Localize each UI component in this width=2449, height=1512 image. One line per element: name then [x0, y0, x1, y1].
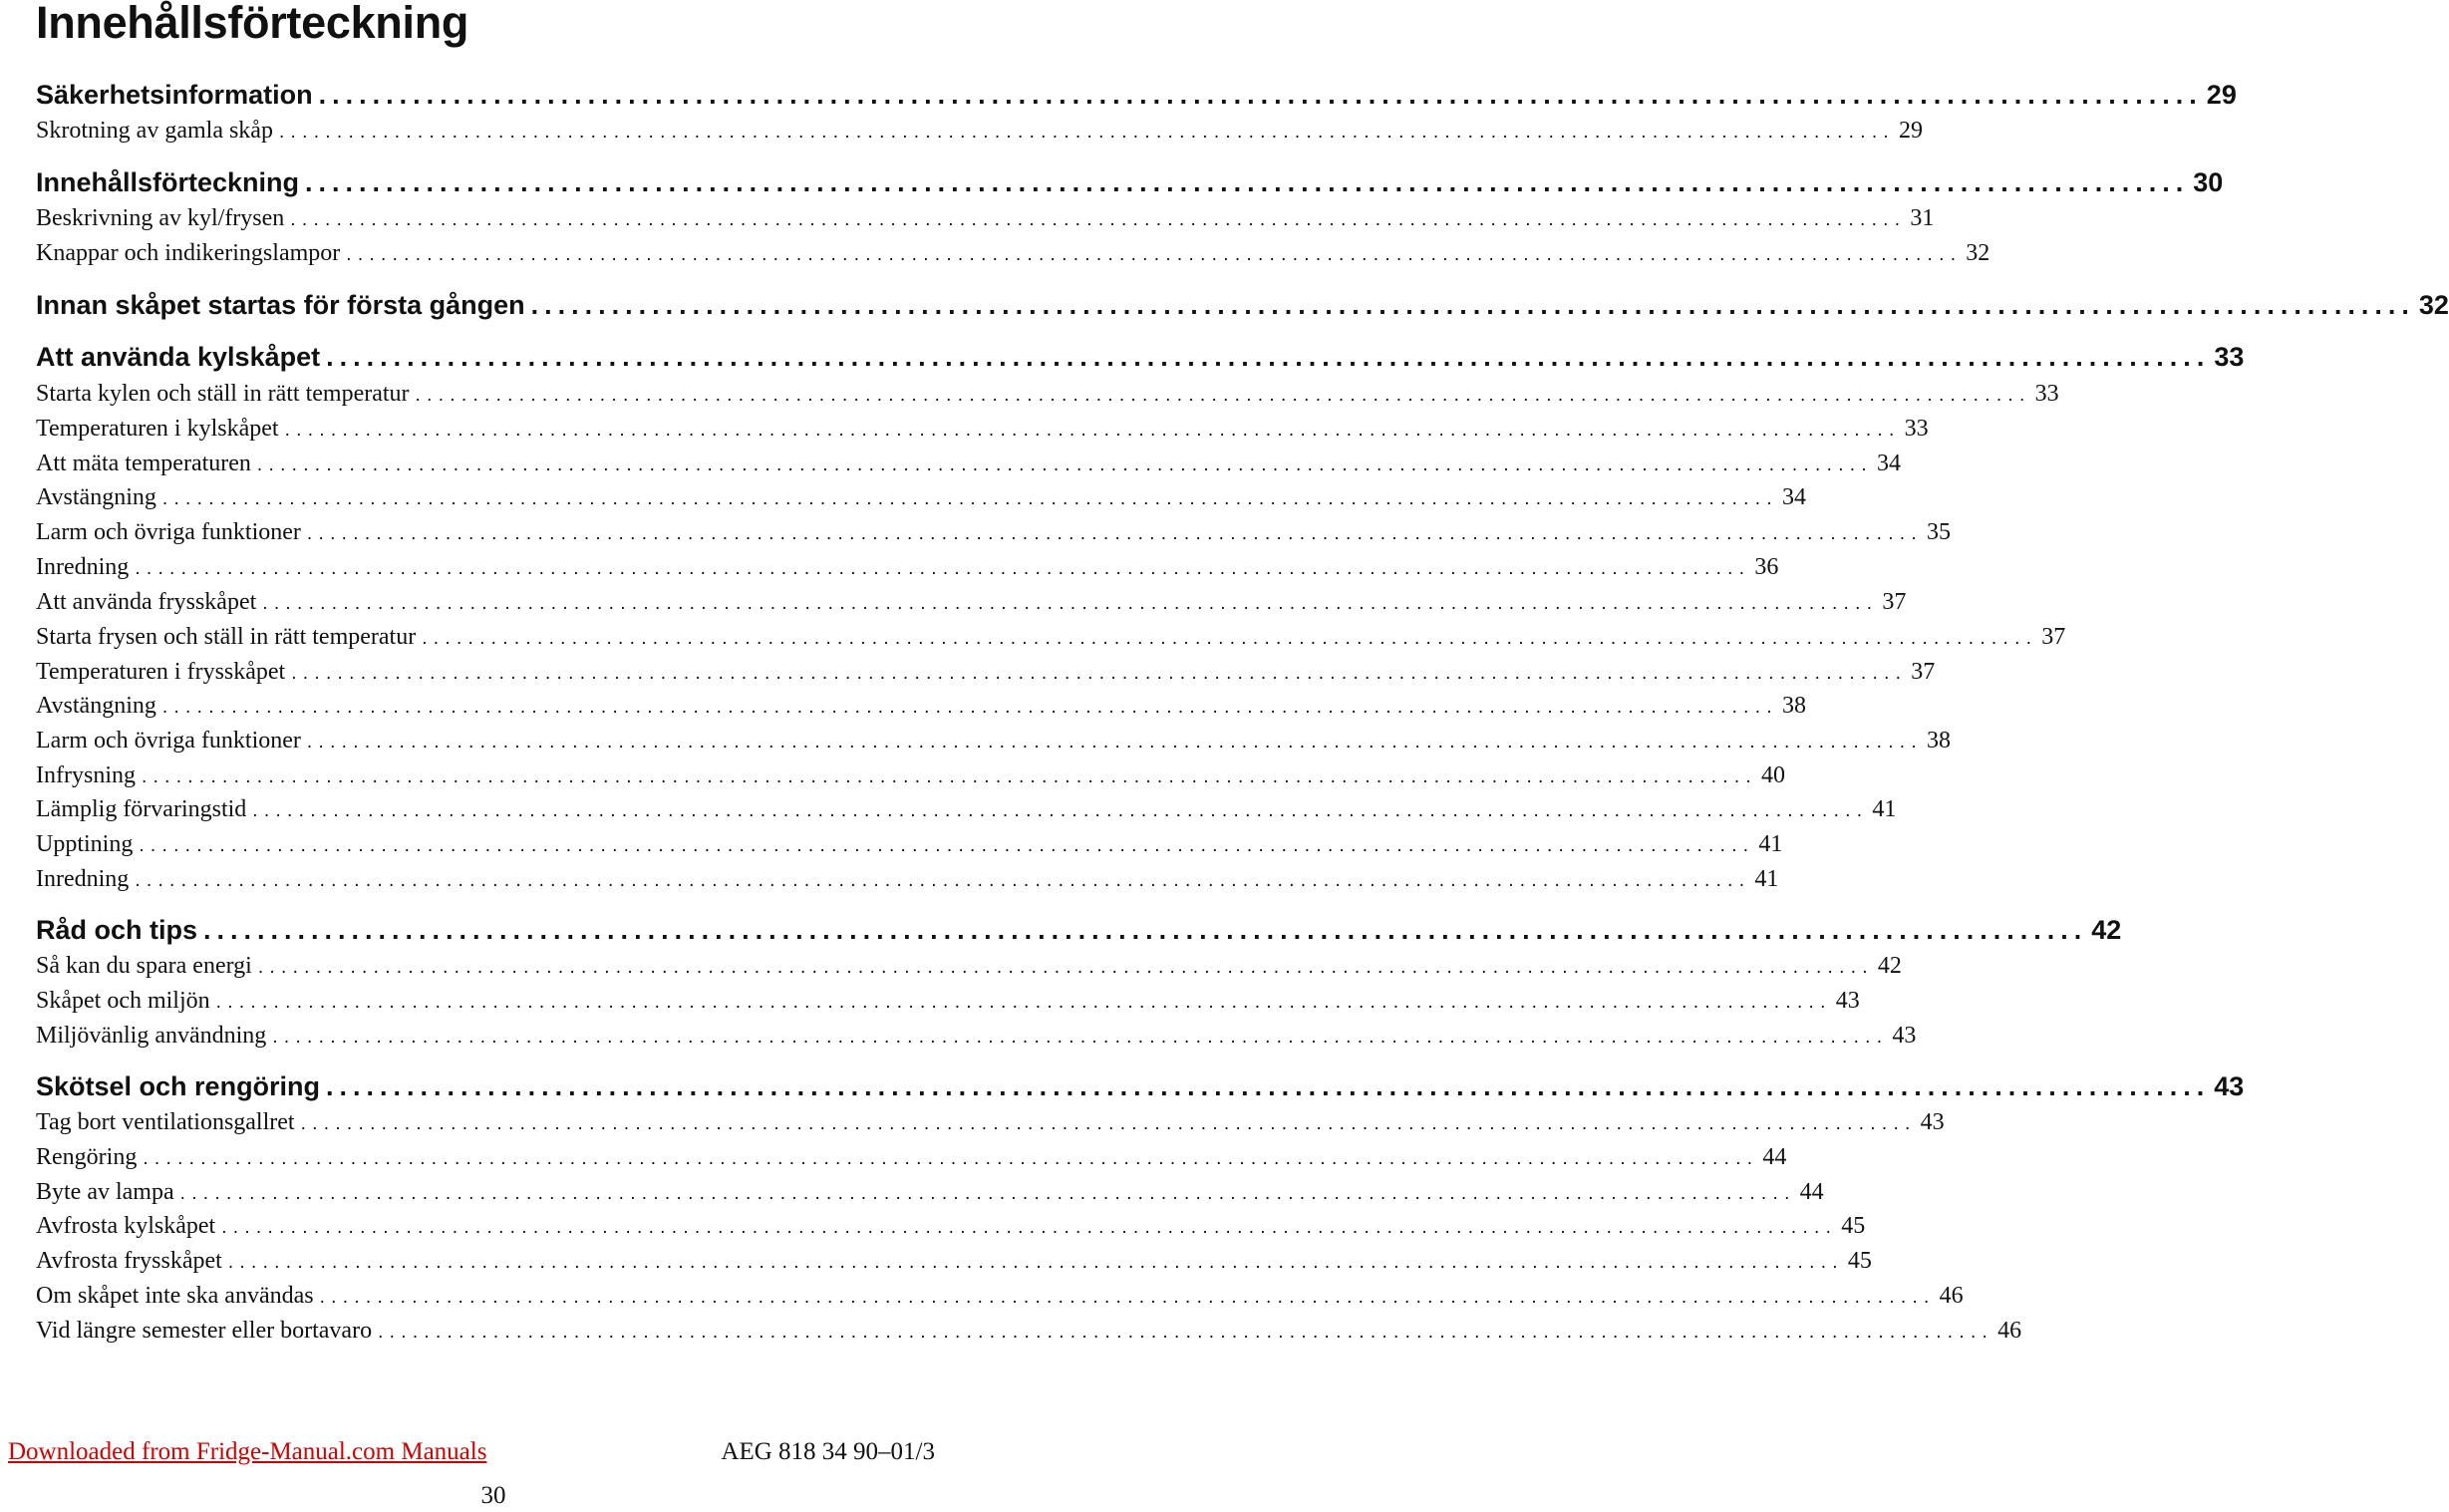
- toc-leader-dots: ............................................................................................................................................: [252, 800, 1869, 821]
- toc-leader-dots: ............................................................................................................................................: [143, 1148, 1759, 1169]
- toc-entry-page: 44: [1762, 1144, 1787, 1170]
- toc-subsection-entry: [36, 622, 2066, 652]
- toc-entry-title: Skåpet och miljön: [36, 988, 210, 1014]
- toc-entry-page: 46: [1997, 1318, 2022, 1344]
- toc-entry-title: Om skåpet inte ska användas: [36, 1283, 314, 1309]
- toc-leader-dots: ............................................................................................................................................: [262, 593, 1879, 614]
- toc-leader-dots: ............................................................................................................................................: [161, 488, 1778, 509]
- toc-entry-title: Skötsel och rengöring: [36, 1071, 321, 1101]
- toc-leader-dots: ............................................................................................................................................: [278, 122, 1896, 143]
- toc-entry-title: Temperaturen i frysskåpet: [36, 659, 286, 685]
- toc-subsection-entry: [36, 552, 1779, 582]
- model-number: AEG 818 34 90–01/3: [721, 1438, 935, 1465]
- toc-entry-title: Byte av lampa: [36, 1179, 174, 1205]
- toc-section-entry: [36, 913, 2122, 947]
- toc-entry-page: 43: [2214, 1071, 2245, 1101]
- toc-entry-title: Upptining: [36, 831, 134, 857]
- toc-subsection-entry: [36, 986, 1860, 1016]
- toc-entry-title: Tag bort ventilationsgallret: [36, 1109, 295, 1135]
- toc-entry-page: 32: [2418, 290, 2449, 320]
- toc-subsection-entry: [36, 379, 2059, 409]
- toc-subsection-entry: [36, 1246, 1872, 1276]
- toc-leader-dots: ............................................................................................................................................: [530, 290, 2415, 320]
- toc-entry-title: Inredning: [36, 554, 130, 580]
- toc-entry-title: Avstängning: [36, 484, 156, 510]
- toc-entry-page: 37: [1882, 589, 1907, 615]
- toc-section-entry: [36, 78, 2237, 112]
- toc-entry-title: Miljövänlig användning: [36, 1023, 267, 1049]
- toc-section-entry: [36, 288, 2449, 322]
- toc-leader-dots: ............................................................................................................................................: [415, 385, 2031, 406]
- toc-leader-dots: ............................................................................................................................................: [346, 244, 1963, 265]
- toc-entry-page: 41: [1872, 796, 1897, 822]
- toc-entry-title: Avfrosta kylskåpet: [36, 1213, 216, 1239]
- toc-entry-title: Larm och övriga funktioner: [36, 728, 301, 754]
- download-source-link[interactable]: Downloaded from Fridge-Manual.com Manuals: [8, 1438, 487, 1465]
- toc-entry-title: Temperaturen i kylskåpet: [36, 416, 279, 442]
- toc-entry-page: 33: [2034, 381, 2059, 407]
- toc-leader-dots: ............................................................................................................................................: [215, 992, 1832, 1013]
- toc-leader-dots: ............................................................................................................................................: [139, 835, 1755, 856]
- toc-subsection-entry: [36, 1107, 1945, 1137]
- toc-entry-page: 40: [1761, 762, 1786, 788]
- toc-section-entry: [36, 1069, 2245, 1103]
- toc-entry-title: Inredning: [36, 866, 130, 892]
- toc-entry-page: 41: [1754, 866, 1779, 892]
- toc-entry-page: 46: [1939, 1283, 1964, 1309]
- toc-entry-title: Beskrivning av kyl/frysen: [36, 205, 285, 231]
- toc-leader-dots: ............................................................................................................................................: [141, 766, 1758, 787]
- toc-subsection-entry: [36, 794, 1897, 824]
- toc-subsection-entry: [36, 1281, 1964, 1311]
- toc-entry-page: 33: [1904, 416, 1929, 442]
- toc-subsection-entry: [36, 691, 1806, 721]
- toc-entry-page: 45: [1841, 1213, 1866, 1239]
- toc-entry-title: Infrysning: [36, 762, 136, 788]
- toc-entry-title: Avfrosta frysskåpet: [36, 1248, 222, 1274]
- toc-leader-dots: ............................................................................................................................................: [326, 1071, 2211, 1101]
- toc-entry-page: 34: [1781, 484, 1806, 510]
- toc-entry-title: Lämplig förvaringstid: [36, 796, 247, 822]
- toc-entry-page: 43: [1835, 988, 1860, 1014]
- toc-leader-dots: ............................................................................................................................................: [306, 523, 1923, 544]
- toc-subsection-entry: [36, 414, 1929, 444]
- toc-subsection-entry: [36, 951, 1902, 981]
- toc-entry-page: 32: [1966, 240, 1990, 266]
- toc-entry-page: 43: [1920, 1109, 1945, 1135]
- toc-leader-dots: ............................................................................................................................................: [306, 732, 1923, 753]
- toc-section-entry: [36, 340, 2245, 374]
- toc-leader-dots: ............................................................................................................................................: [290, 209, 1907, 230]
- toc-leader-dots: ............................................................................................................................................: [422, 628, 2038, 649]
- toc-entry-title: Innehållsförteckning: [36, 167, 300, 197]
- toc-subsection-entry: [36, 116, 1924, 146]
- toc-leader-dots: ............................................................................................................................................: [318, 80, 2203, 110]
- toc-subsection-entry: [36, 238, 1990, 268]
- toc-entry-page: 37: [2041, 624, 2066, 650]
- toc-entry-page: 34: [1876, 451, 1901, 476]
- toc-entry-page: 42: [1877, 953, 1902, 979]
- toc-leader-dots: ............................................................................................................................................: [203, 915, 2088, 945]
- toc-leader-dots: ............................................................................................................................................: [135, 870, 1751, 891]
- toc-entry-title: Vid längre semester eller bortavaro: [36, 1318, 373, 1344]
- toc-section-entry: [36, 165, 2224, 199]
- toc-subsection-entry: [36, 760, 1786, 790]
- toc-leader-dots: ............................................................................................................................................: [291, 663, 1908, 684]
- toc-entry-title: Starta kylen och ställ in rätt temperatur: [36, 381, 410, 407]
- toc-leader-dots: ............................................................................................................................................: [300, 1113, 1917, 1134]
- toc-entry-page: 37: [1911, 659, 1936, 685]
- page-number: 30: [480, 1482, 506, 1509]
- toc-entry-title: Starta frysen och ställ in rätt temperatur: [36, 624, 417, 650]
- toc-subsection-entry: [36, 1177, 1824, 1207]
- toc-subsection-entry: [36, 864, 1779, 894]
- toc-entry-title: Knappar och indikeringslampor: [36, 240, 341, 266]
- toc-leader-dots: ............................................................................................................................................: [256, 454, 1873, 475]
- toc-subsection-entry: [36, 726, 1951, 756]
- toc-leader-dots: ............................................................................................................................................: [161, 697, 1778, 718]
- toc-entry-page: 36: [1754, 554, 1779, 580]
- toc-entry-page: 31: [1910, 205, 1935, 231]
- toc-entry-title: Skrotning av gamla skåp: [36, 118, 273, 144]
- toc-entry-page: 43: [1892, 1023, 1917, 1049]
- toc-leader-dots: ............................................................................................................................................: [284, 420, 1901, 441]
- toc-leader-dots: ............................................................................................................................................: [227, 1252, 1844, 1273]
- toc-subsection-entry: [36, 482, 1806, 512]
- toc-entry-page: 38: [1926, 728, 1951, 754]
- toc-entry-title: Att mäta temperaturen: [36, 451, 251, 476]
- toc-entry-title: Säkerhetsinformation: [36, 80, 313, 110]
- toc-subsection-entry: [36, 1211, 1866, 1241]
- toc-leader-dots: ............................................................................................................................................: [179, 1183, 1796, 1204]
- toc-leader-dots: ............................................................................................................................................: [272, 1027, 1889, 1048]
- toc-leader-dots: ............................................................................................................................................: [221, 1217, 1838, 1238]
- toc-entry-title: Att använda frysskåpet: [36, 589, 257, 615]
- toc-subsection-entry: [36, 203, 1935, 233]
- toc-entry-page: 29: [2206, 80, 2237, 110]
- toc-entry-title: Att använda kylskåpet: [36, 342, 321, 372]
- toc-leader-dots: ............................................................................................................................................: [319, 1287, 1936, 1308]
- toc-leader-dots: ............................................................................................................................................: [326, 342, 2211, 372]
- toc-entry-page: 41: [1758, 831, 1783, 857]
- toc-entry-title: Innan skåpet startas för första gången: [36, 290, 525, 320]
- toc-entry-title: Rengöring: [36, 1144, 138, 1170]
- toc-subsection-entry: [36, 829, 1783, 859]
- toc-subsection-entry: [36, 1316, 2022, 1346]
- toc-leader-dots: ............................................................................................................................................: [378, 1322, 1994, 1343]
- toc-leader-dots: ............................................................................................................................................: [135, 558, 1751, 579]
- toc-entry-page: 45: [1847, 1248, 1872, 1274]
- toc-entry-page: 30: [2193, 167, 2224, 197]
- toc-entry-title: Avstängning: [36, 693, 156, 719]
- toc-leader-dots: ............................................................................................................................................: [305, 167, 2190, 197]
- toc-subsection-entry: [36, 517, 1951, 547]
- page-title: Innehållsförteckning: [36, 0, 469, 48]
- toc-entry-page: 35: [1926, 519, 1951, 545]
- toc-entry-page: 33: [2214, 342, 2245, 372]
- toc-subsection-entry: [36, 449, 1901, 478]
- toc-entry-title: Så kan du spara energi: [36, 953, 252, 979]
- toc-entry-page: 38: [1781, 693, 1806, 719]
- toc-entry-title: Råd och tips: [36, 915, 198, 945]
- toc-entry-page: 29: [1899, 118, 1924, 144]
- toc-subsection-entry: [36, 657, 1936, 687]
- toc-entry-title: Larm och övriga funktioner: [36, 519, 301, 545]
- toc-subsection-entry: [36, 587, 1907, 617]
- toc-subsection-entry: [36, 1021, 1917, 1051]
- toc-entry-page: 42: [2091, 915, 2122, 945]
- toc-entry-page: 44: [1799, 1179, 1824, 1205]
- toc-leader-dots: ............................................................................................................................................: [257, 957, 1874, 978]
- toc-subsection-entry: [36, 1142, 1787, 1172]
